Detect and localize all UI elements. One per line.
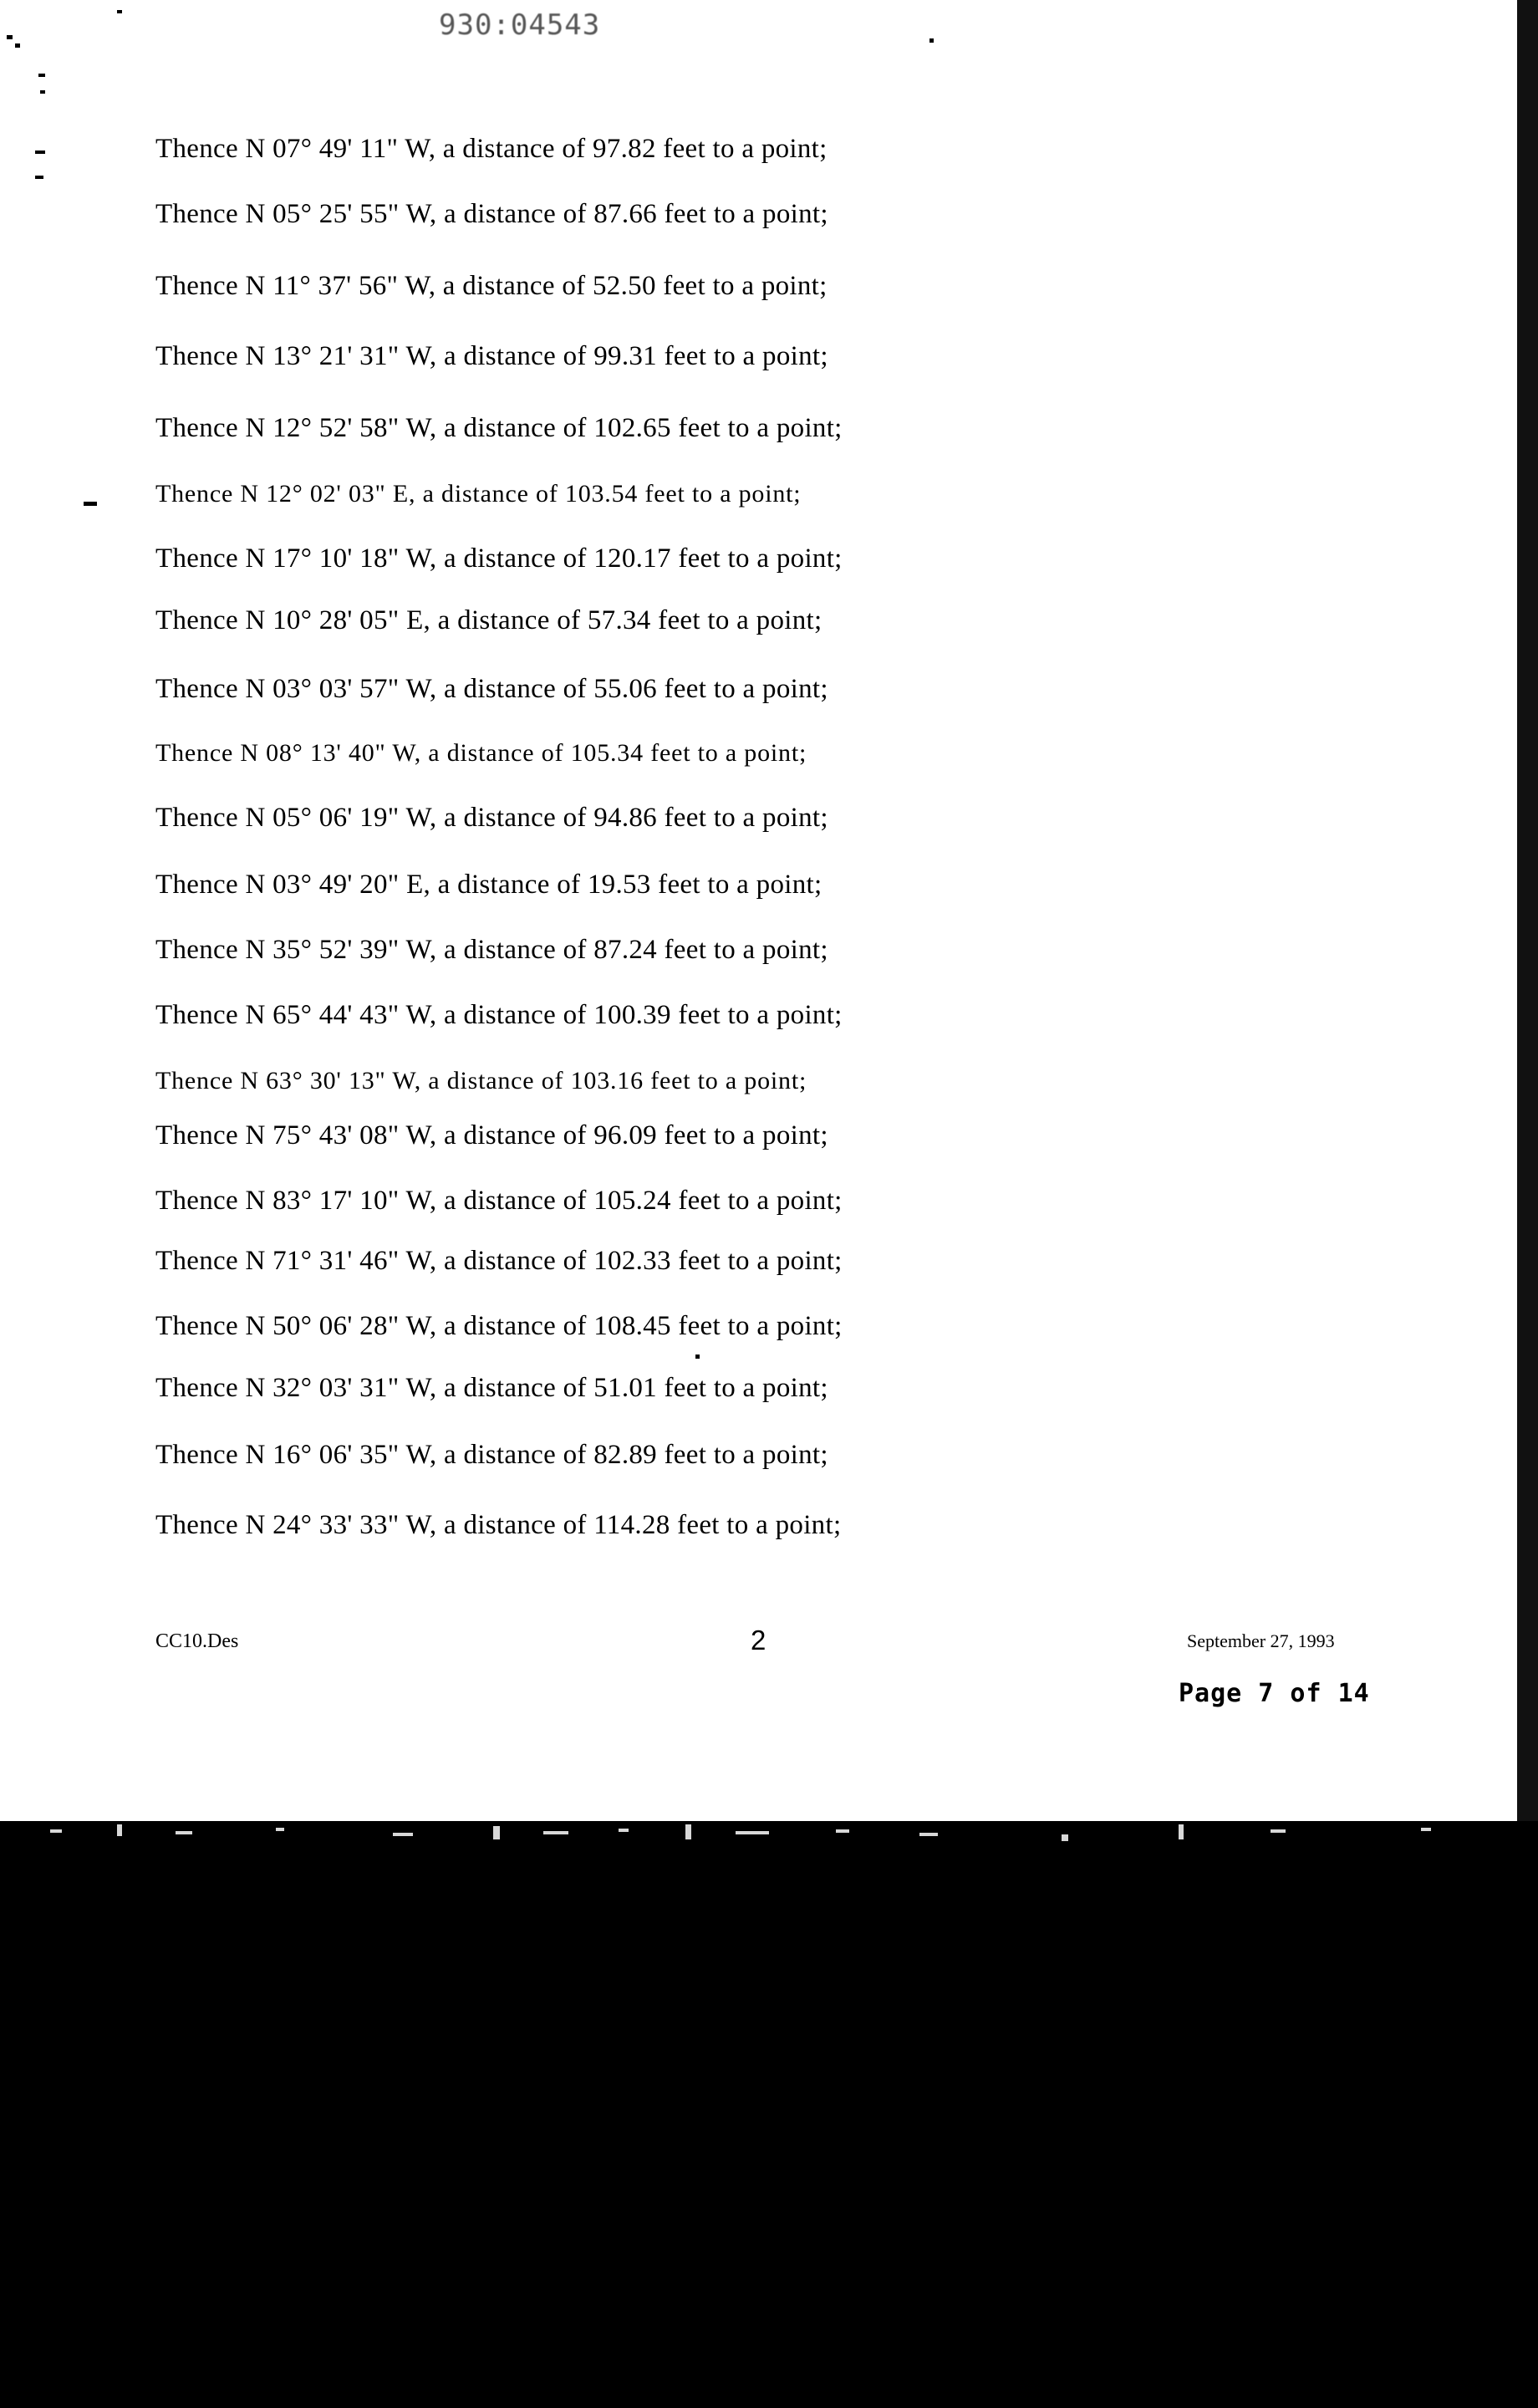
scan-speck — [619, 1829, 629, 1832]
course-line: Thence N 24° 33' 33" W, a distance of 114.28 feet to a point; — [155, 1510, 842, 1540]
margin-mark — [929, 38, 934, 43]
scan-speck — [543, 1831, 568, 1834]
course-line: Thence N 12° 52' 58" W, a distance of 102.65 feet to a point; — [155, 413, 843, 443]
fax-page-counter: Page 7 of 14 — [1179, 1679, 1370, 1708]
scan-speck — [1179, 1824, 1184, 1839]
scan-speck — [117, 1824, 122, 1836]
footer-file-name: CC10.Des — [155, 1630, 239, 1652]
scan-speck — [685, 1824, 691, 1839]
scan-speck — [493, 1826, 500, 1839]
margin-mark — [15, 43, 20, 48]
course-line: Thence N 13° 21' 31" W, a distance of 99.31 feet to a point; — [155, 341, 828, 371]
scan-speck — [919, 1833, 938, 1836]
margin-mark — [7, 35, 13, 39]
course-line: Thence N 05° 06' 19" W, a distance of 94.86 feet to a point; — [155, 803, 828, 833]
course-line: Thence N 03° 49' 20" E, a distance of 19.53 feet to a point; — [155, 870, 822, 900]
scan-speck — [276, 1828, 284, 1831]
course-line: Thence N 12° 02' 03" E, a distance of 103.54 feet to a point; — [155, 480, 802, 508]
course-line: Thence N 32° 03' 31" W, a distance of 51.01 feet to a point; — [155, 1373, 828, 1403]
scan-speck — [836, 1829, 849, 1833]
scan-speck — [1421, 1828, 1431, 1831]
scan-edge — [1517, 0, 1538, 1839]
scan-speck — [736, 1831, 769, 1834]
margin-mark — [84, 502, 97, 506]
course-line: Thence N 07° 49' 11" W, a distance of 97.82 feet to a point; — [155, 134, 828, 164]
margin-mark — [695, 1354, 700, 1359]
course-line: Thence N 71° 31' 46" W, a distance of 102.33 feet to a point; — [155, 1246, 843, 1276]
footer-date: September 27, 1993 — [1187, 1630, 1335, 1651]
course-line: Thence N 16° 06' 35" W, a distance of 82.89 feet to a point; — [155, 1440, 828, 1470]
course-line: Thence N 05° 25' 55" W, a distance of 87.66 feet to a point; — [155, 199, 828, 229]
course-line: Thence N 35° 52' 39" W, a distance of 87.24 feet to a point; — [155, 935, 828, 965]
course-line: Thence N 83° 17' 10" W, a distance of 105.24 feet to a point; — [155, 1186, 843, 1216]
course-line: Thence N 08° 13' 40" W, a distance of 105.34 feet to a point; — [155, 739, 807, 767]
course-line: Thence N 75° 43' 08" W, a distance of 96.09 feet to a point; — [155, 1120, 828, 1150]
course-line: Thence N 17° 10' 18" W, a distance of 120.17 feet to a point; — [155, 543, 843, 574]
scan-speck — [50, 1829, 62, 1833]
margin-mark — [117, 10, 122, 13]
margin-mark — [35, 176, 43, 179]
scan-noise-band — [0, 1821, 1538, 1846]
course-line: Thence N 65° 44' 43" W, a distance of 100.39 feet to a point; — [155, 1000, 843, 1030]
footer-page-number: 2 — [751, 1625, 766, 1656]
scan-speck — [1271, 1829, 1286, 1833]
course-line: Thence N 03° 03' 57" W, a distance of 55.06 feet to a point; — [155, 674, 828, 704]
course-line: Thence N 63° 30' 13" W, a distance of 103.16 feet to a point; — [155, 1067, 807, 1094]
scan-speck — [393, 1833, 413, 1836]
margin-mark — [35, 150, 45, 154]
course-line: Thence N 11° 37' 56" W, a distance of 52.50 feet to a point; — [155, 271, 828, 301]
scan-speck — [1062, 1834, 1068, 1841]
margin-mark — [40, 90, 45, 94]
course-line: Thence N 50° 06' 28" W, a distance of 108.45 feet to a point; — [155, 1311, 843, 1341]
scan-speck — [176, 1831, 192, 1834]
course-line: Thence N 10° 28' 05" E, a distance of 57.34 feet to a point; — [155, 605, 822, 635]
document-id-stamp: 930:04543 — [439, 8, 601, 42]
margin-mark — [38, 74, 45, 77]
